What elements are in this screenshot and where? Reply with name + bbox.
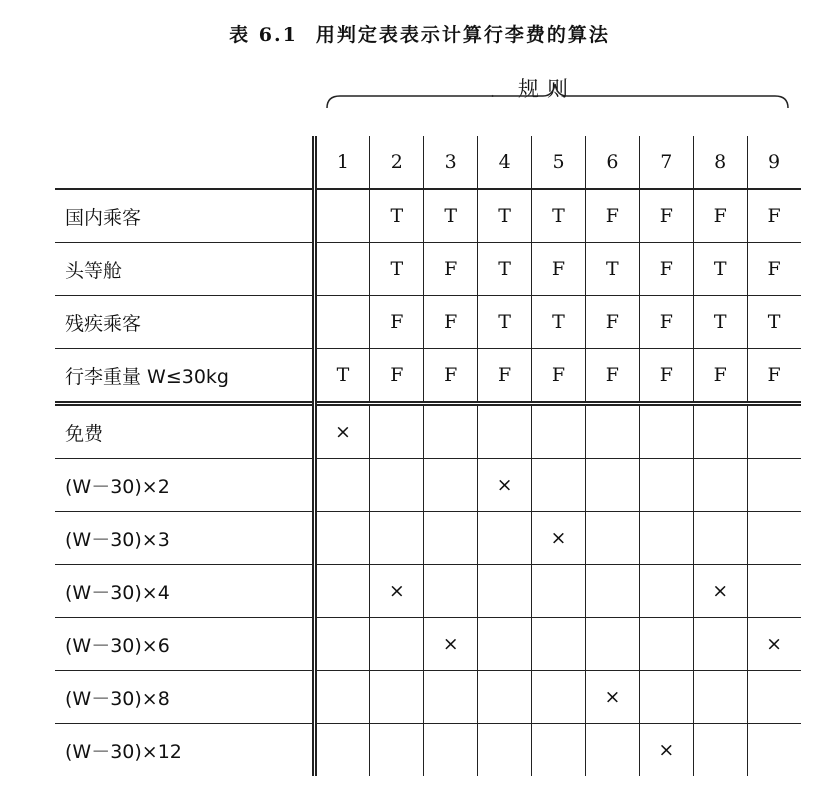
action-row bbox=[55, 671, 801, 724]
decorative-dot: . bbox=[490, 82, 496, 101]
action-mark-cell bbox=[370, 724, 424, 777]
rule-cell: T bbox=[693, 296, 747, 349]
action-mark-cell bbox=[639, 404, 693, 459]
rule-cell: T bbox=[767, 311, 781, 333]
action-mark-cell bbox=[532, 724, 586, 777]
action-mark-cell bbox=[747, 459, 800, 512]
action-row bbox=[55, 459, 801, 512]
rule-cell: F bbox=[639, 243, 693, 296]
action-row-label bbox=[55, 724, 314, 777]
condition-row bbox=[55, 189, 801, 243]
action-mark-cell bbox=[314, 512, 370, 565]
action-mark-cell bbox=[532, 565, 586, 618]
rule-cell: F bbox=[767, 258, 781, 280]
rule-cell: T bbox=[532, 189, 586, 243]
condition-row-label-text: 头等舱 bbox=[65, 259, 123, 282]
action-mark-cell bbox=[478, 724, 532, 777]
action-mark-cell bbox=[370, 404, 424, 459]
action-mark-cell bbox=[424, 671, 478, 724]
rule-cell: 6 bbox=[585, 136, 639, 189]
action-mark-cell bbox=[693, 724, 747, 777]
action-mark-cell bbox=[314, 459, 370, 512]
rule-cell: 4 bbox=[478, 136, 532, 189]
action-mark-cell bbox=[314, 724, 370, 777]
action-mark-cell bbox=[639, 671, 693, 724]
action-mark-cell bbox=[585, 618, 639, 671]
rule-cell: F bbox=[424, 296, 478, 349]
rule-cell: F bbox=[693, 349, 747, 404]
action-row-label bbox=[55, 404, 314, 459]
rule-number-row-label bbox=[55, 136, 314, 189]
rule-cell: F bbox=[639, 296, 693, 349]
rule-cell: 2 bbox=[370, 136, 424, 189]
rule-cell: 9 bbox=[768, 151, 781, 173]
action-row-label-text: (W－30)×4 bbox=[65, 581, 170, 604]
action-mark-cell: × bbox=[639, 724, 693, 777]
action-mark-cell bbox=[314, 671, 370, 724]
action-mark-cell bbox=[478, 671, 532, 724]
rule-cell: F bbox=[639, 189, 693, 243]
rule-cell: T bbox=[532, 296, 586, 349]
rule-cell: F bbox=[639, 349, 693, 404]
action-mark-cell: × bbox=[314, 404, 370, 459]
condition-row-label-text: 残疾乘客 bbox=[65, 312, 142, 335]
condition-row bbox=[55, 349, 801, 404]
table-title: 用判定表表示计算行李费的算法 bbox=[315, 24, 610, 46]
condition-row-label bbox=[55, 349, 314, 404]
condition-row-label bbox=[55, 243, 314, 296]
rules-brace bbox=[0, 0, 839, 140]
rule-cell: F bbox=[767, 364, 781, 386]
action-mark-cell bbox=[314, 618, 370, 671]
action-row-label-text: (W－30)×3 bbox=[65, 528, 170, 551]
action-mark-cell bbox=[532, 404, 586, 459]
action-mark-cell bbox=[585, 404, 639, 459]
action-mark-cell bbox=[585, 512, 639, 565]
action-mark-cell bbox=[639, 618, 693, 671]
action-mark-cell bbox=[478, 512, 532, 565]
action-mark-cell: × bbox=[532, 512, 586, 565]
rule-number-row bbox=[55, 136, 801, 189]
rule-cell bbox=[314, 189, 370, 243]
action-row-label bbox=[55, 565, 314, 618]
action-row-label-text: (W－30)×6 bbox=[65, 634, 170, 657]
action-mark-cell bbox=[693, 671, 747, 724]
action-mark-cell bbox=[639, 459, 693, 512]
condition-row-label bbox=[55, 296, 314, 349]
action-mark-cell bbox=[693, 512, 747, 565]
action-row bbox=[55, 565, 801, 618]
rule-cell: F bbox=[370, 349, 424, 404]
action-mark-cell bbox=[424, 512, 478, 565]
rule-cell: F bbox=[424, 243, 478, 296]
action-mark-cell bbox=[314, 565, 370, 618]
action-mark-cell bbox=[585, 459, 639, 512]
action-mark-cell: × bbox=[766, 633, 783, 655]
rule-cell: F bbox=[585, 349, 639, 404]
rule-cell: T bbox=[424, 189, 478, 243]
rule-cell: T bbox=[370, 243, 424, 296]
action-mark-cell bbox=[424, 565, 478, 618]
rule-cell: 3 bbox=[424, 136, 478, 189]
action-row-label bbox=[55, 671, 314, 724]
action-mark-cell bbox=[424, 404, 478, 459]
rules-header: 规则 bbox=[518, 77, 576, 101]
action-row-label bbox=[55, 459, 314, 512]
action-row-label bbox=[55, 618, 314, 671]
rule-cell bbox=[314, 296, 370, 349]
action-mark-cell bbox=[693, 459, 747, 512]
rule-cell: F bbox=[532, 349, 586, 404]
action-mark-cell: × bbox=[585, 671, 639, 724]
condition-row-label bbox=[55, 189, 314, 243]
action-row-label-text: (W－30)×12 bbox=[65, 740, 182, 763]
action-mark-cell bbox=[370, 512, 424, 565]
action-mark-cell bbox=[532, 671, 586, 724]
rule-cell: T bbox=[585, 243, 639, 296]
action-mark-cell: × bbox=[478, 459, 532, 512]
action-mark-cell bbox=[747, 671, 800, 724]
action-row-label-text: 免费 bbox=[65, 422, 104, 445]
rule-cell: 5 bbox=[532, 136, 586, 189]
action-mark-cell bbox=[532, 459, 586, 512]
action-mark-cell bbox=[478, 404, 532, 459]
rule-cell: 8 bbox=[693, 136, 747, 189]
condition-row bbox=[55, 296, 801, 349]
rule-cell: T bbox=[314, 349, 370, 404]
condition-row-label-text: 国内乘客 bbox=[65, 206, 142, 229]
rule-cell: T bbox=[478, 189, 532, 243]
rule-cell: 7 bbox=[639, 136, 693, 189]
action-row-label bbox=[55, 512, 314, 565]
rule-cell: F bbox=[532, 243, 586, 296]
action-mark-cell bbox=[693, 618, 747, 671]
action-mark-cell bbox=[639, 565, 693, 618]
decision-table bbox=[55, 136, 801, 776]
rule-cell: F bbox=[370, 296, 424, 349]
action-mark-cell bbox=[747, 724, 800, 777]
rule-cell: T bbox=[478, 243, 532, 296]
action-mark-cell bbox=[747, 404, 800, 459]
action-mark-cell bbox=[585, 565, 639, 618]
action-mark-cell bbox=[747, 512, 800, 565]
action-mark-cell bbox=[478, 618, 532, 671]
action-mark-cell bbox=[370, 618, 424, 671]
action-mark-cell bbox=[532, 618, 586, 671]
action-mark-cell bbox=[370, 671, 424, 724]
action-mark-cell bbox=[639, 512, 693, 565]
action-row bbox=[55, 512, 801, 565]
rule-cell: F bbox=[424, 349, 478, 404]
action-row bbox=[55, 618, 801, 671]
action-mark-cell bbox=[370, 459, 424, 512]
action-row bbox=[55, 724, 801, 777]
rule-cell: T bbox=[693, 243, 747, 296]
rule-cell: F bbox=[585, 296, 639, 349]
rule-cell: 1 bbox=[314, 136, 370, 189]
rule-cell: F bbox=[767, 205, 781, 227]
action-row-label-text: (W－30)×8 bbox=[65, 687, 170, 710]
rule-cell: F bbox=[478, 349, 532, 404]
rule-cell: T bbox=[478, 296, 532, 349]
action-mark-cell bbox=[424, 459, 478, 512]
rule-cell bbox=[314, 243, 370, 296]
rule-cell: T bbox=[370, 189, 424, 243]
rule-cell: F bbox=[585, 189, 639, 243]
table-number: 表 6.1 bbox=[229, 24, 298, 46]
action-row bbox=[55, 404, 801, 459]
action-mark-cell: × bbox=[424, 618, 478, 671]
condition-row bbox=[55, 243, 801, 296]
action-mark-cell bbox=[478, 565, 532, 618]
action-mark-cell bbox=[693, 404, 747, 459]
action-mark-cell: × bbox=[370, 565, 424, 618]
action-row-label-text: (W－30)×2 bbox=[65, 475, 170, 498]
rule-cell: F bbox=[693, 189, 747, 243]
action-mark-cell bbox=[585, 724, 639, 777]
action-mark-cell bbox=[747, 565, 800, 618]
action-mark-cell: × bbox=[693, 565, 747, 618]
condition-row-label-text: 行李重量 W≤30kg bbox=[65, 365, 229, 388]
action-mark-cell bbox=[424, 724, 478, 777]
